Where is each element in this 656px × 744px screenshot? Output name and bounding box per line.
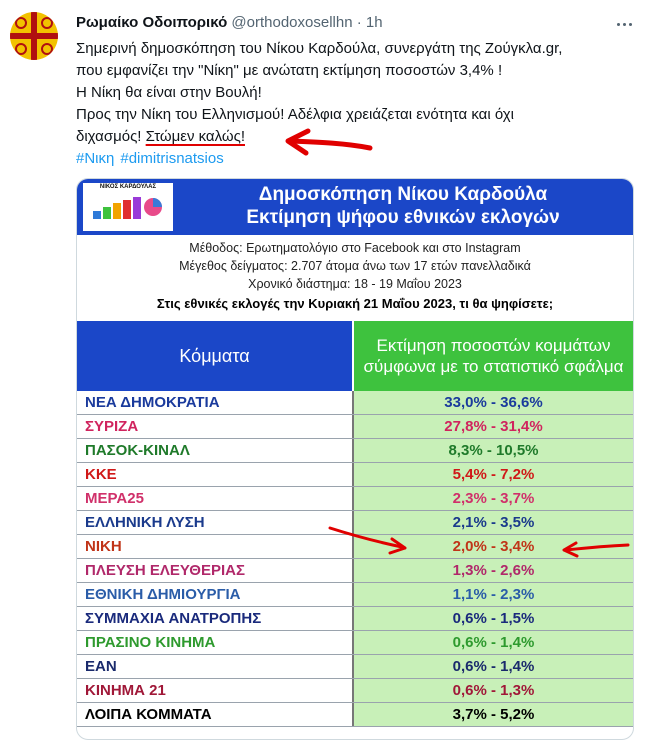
estimate-range: 0,6% - 1,4%: [354, 631, 633, 654]
party-name: ΠΡΑΣΙΝΟ ΚΙΝΗΜΑ: [77, 631, 354, 654]
tweet-line: [76, 126, 636, 148]
party-name: ΕΑΝ: [77, 655, 354, 678]
table-row: [77, 391, 633, 415]
byzantine-cross-flag-icon: [10, 12, 58, 60]
table-header: [77, 321, 633, 391]
poll-title: [177, 183, 629, 229]
party-name: ΠΑΣΟΚ-ΚΙΝΑΛ: [77, 439, 354, 462]
table-row: [77, 607, 633, 631]
party-name: ΕΛΛΗΝΙΚΗ ΛΥΣΗ: [77, 511, 354, 534]
timestamp[interactable]: 1h: [365, 14, 383, 31]
poll-question: Στις εθνικές εκλογές την Κυριακή 21 Μαΐου 2023, τι θα ψηφίσετε;: [156, 296, 554, 311]
estimate-range: 33,0% - 36,6%: [354, 391, 633, 414]
poll-meta: [77, 235, 633, 323]
underlined-phrase: Στώμεν καλώς!: [145, 128, 245, 145]
party-name: ΕΘΝΙΚΗ ΔΗΜΙΟΥΡΓΙΑ: [77, 583, 354, 606]
party-name: ΚΚΕ: [77, 463, 354, 486]
poll-table: [77, 321, 633, 727]
poll-header: [77, 179, 633, 235]
tweet-line: που εμφανίζει την "Νίκη" με ανώτατη εκτίμηση ποσοστών 3,4% !: [76, 62, 503, 79]
table-row: [77, 511, 633, 535]
table-row: [77, 559, 633, 583]
tweet-line-start: διχασμός!: [76, 128, 146, 145]
avatar[interactable]: [10, 12, 58, 60]
party-name: ΠΛΕΥΣΗ ΕΛΕΥΘΕΡΙΑΣ: [77, 559, 354, 582]
table-row: [77, 415, 633, 439]
table-row: [77, 703, 633, 727]
column-header-estimate: Εκτίμηση ποσοστών κομμάτων σύμφωνα με το στατιστικό σφάλμα: [354, 321, 633, 391]
party-name: ΝΙΚΗ: [77, 535, 354, 558]
party-name: ΣΥΜΜΑΧΙΑ ΑΝΑΤΡΟΠΗΣ: [77, 607, 354, 630]
more-options-icon[interactable]: [612, 12, 636, 36]
party-name: ΚΙΝΗΜΑ 21: [77, 679, 354, 702]
estimate-range: 0,6% - 1,3%: [354, 679, 633, 702]
estimate-range: 0,6% - 1,4%: [354, 655, 633, 678]
tweet-line: Σημερινή δημοσκόπηση του Νίκου Καρδούλα, συνεργάτη της Ζούγκλα.gr,: [76, 40, 563, 57]
poll-logo: [83, 183, 173, 231]
display-name[interactable]: Ρωμαίκο Οδοιπορικό: [76, 14, 228, 31]
table-body: [77, 391, 633, 727]
tweet-header: [76, 13, 383, 33]
estimate-range: 1,3% - 2,6%: [354, 559, 633, 582]
party-name: ΝΕΑ ΔΗΜΟΚΡΑΤΙΑ: [77, 391, 354, 414]
estimate-range: 8,3% - 10,5%: [354, 439, 633, 462]
estimate-range: 1,1% - 2,3%: [354, 583, 633, 606]
estimate-range: 2,0% - 3,4%: [354, 535, 633, 558]
separator-dot: ·: [356, 14, 362, 31]
table-row: [77, 655, 633, 679]
party-name: ΣΥΡΙΖΑ: [77, 415, 354, 438]
estimate-range: 5,4% - 7,2%: [354, 463, 633, 486]
estimate-range: 0,6% - 1,5%: [354, 607, 633, 630]
table-row: [77, 463, 633, 487]
tweet-text: [76, 38, 636, 170]
poll-method: Μέθοδος: Ερωτηματολόγιο στο Facebook και στο Instagram: [189, 241, 521, 255]
party-name: ΜΕΡΑ25: [77, 487, 354, 510]
estimate-range: 3,7% - 5,2%: [354, 703, 633, 726]
table-row: [77, 631, 633, 655]
hashtag-link[interactable]: #Νικη: [76, 150, 115, 167]
estimate-range: 27,8% - 31,4%: [354, 415, 633, 438]
table-row: [77, 439, 633, 463]
handle[interactable]: @orthodoxosellhn: [231, 14, 353, 31]
logo-name: ΝΙΚΟΣ ΚΑΡΔΟΥΛΑΣ: [99, 184, 157, 190]
poll-sample: Μέγεθος δείγματος: 2.707 άτομα άνω των 17 ετών πανελλαδικά: [179, 259, 531, 273]
column-header-party: Κόμματα: [77, 321, 354, 391]
table-row: [77, 679, 633, 703]
table-row: [77, 487, 633, 511]
table-row: [77, 583, 633, 607]
estimate-range: 2,3% - 3,7%: [354, 487, 633, 510]
party-name: ΛΟΙΠΑ ΚΟΜΜΑΤΑ: [77, 703, 354, 726]
tweet-line: Η Νίκη θα είναι στην Βουλή!: [76, 84, 262, 101]
poll-image[interactable]: [76, 178, 634, 740]
hashtags: [76, 148, 636, 170]
bar-chart-logo-icon: [89, 193, 167, 219]
table-row: [77, 535, 633, 559]
tweet-line: Προς την Νίκη του Ελληνισμού! Αδέλφια χρειάζεται ενότητα και όχι: [76, 106, 514, 123]
poll-period: Χρονικό διάστημα: 18 - 19 Μαΐου 2023: [248, 277, 462, 291]
poll-title-line: Δημοσκόπηση Νίκου Καρδούλα: [258, 184, 548, 205]
hashtag-link[interactable]: #dimitrisnatsios: [120, 150, 224, 167]
estimate-range: 2,1% - 3,5%: [354, 511, 633, 534]
poll-title-line: Εκτίμηση ψήφου εθνικών εκλογών: [246, 207, 560, 228]
